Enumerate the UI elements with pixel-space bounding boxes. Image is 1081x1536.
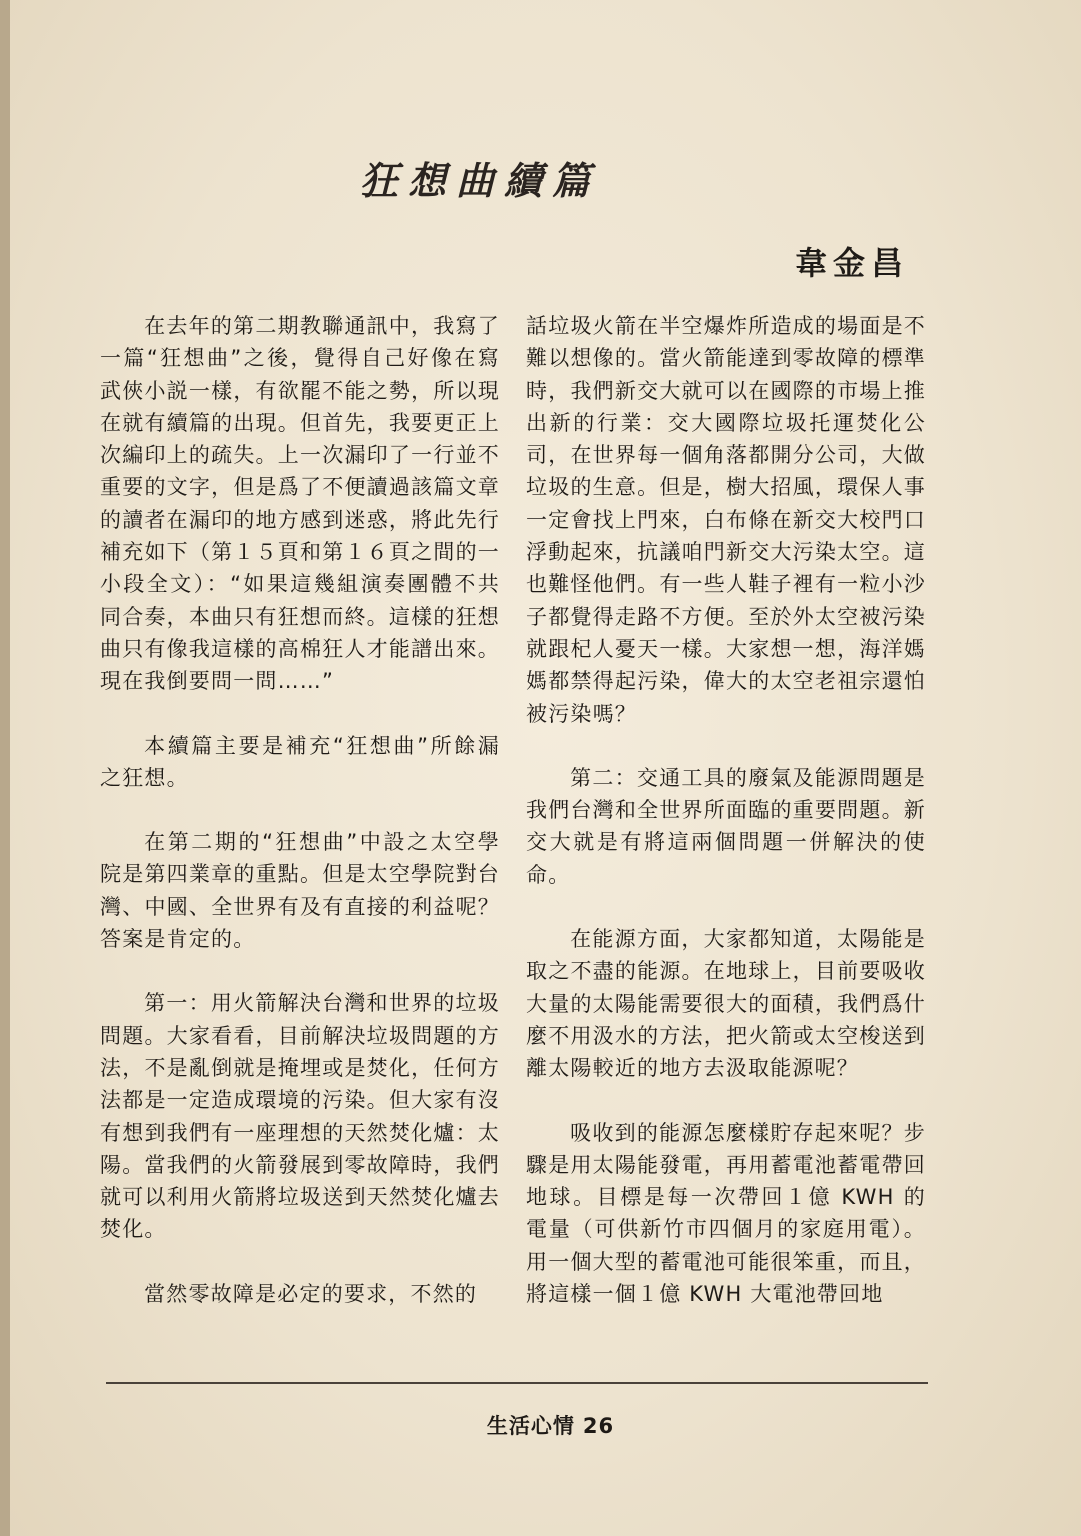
author-name: 韋金昌 (794, 244, 909, 282)
paragraph: 當然零故障是必定的要求，不然的 (144, 1281, 478, 1306)
paragraph: 第二：交通工具的廢氣及能源問題是我們台灣和全世界所面臨的重要問題。新交大就是有將這兩個問題一併解決的使命。 (526, 765, 926, 887)
paragraph: 吸收到的能源怎麼樣貯存起來呢？步驟是用太陽能發電，再用蓄電池蓄電帶回地球。目標是每一次帶回１億 KWH 的電量（可供新竹市四個月的家庭用電）。用一個大型的蓄電池可能很笨重，而且，將這樣一個１億 KWH 大電池帶回地 (526, 1120, 926, 1307)
paragraph: 第一：用火箭解決台灣和世界的垃圾問題。大家看看，目前解決垃圾問題的方法，不是亂倒就是掩埋或是焚化，任何方法都是一定造成環境的污染。但大家有沒有想到我們有一座理想的天然焚化爐：太陽。當我們的火箭發展到零故障時，我們就可以利用火箭將垃圾送到天然焚化爐去焚化。 (100, 991, 500, 1242)
page-number: 26 (582, 1414, 615, 1438)
paragraph: 在去年的第二期教聯通訊中，我寫了一篇“狂想曲”之後，覺得自己好像在寫武俠小説一樣，有欲罷不能之勢，所以現在就有續篇的出現。但首先，我要更正上次編印上的疏失。上一次漏印了一行並不重要的文字，但是爲了不便讀過該篇文章的讀者在漏印的地方感到迷惑，將此先行補充如下（第１５頁和第１６頁之間的一小段全文）：“如果這幾組演奏團體不共同合奏，本曲只有狂想而終。這樣的狂想曲只有像我這樣的高棉狂人才能譜出來。現在我倒要問一問……” (100, 314, 500, 694)
left-column (100, 310, 500, 1342)
paragraph: 本續篇主要是補充“狂想曲”所餘漏之狂想。 (100, 733, 500, 790)
footer-label: 生活心情 (486, 1414, 575, 1438)
paragraph: 在第二期的“狂想曲”中設之太空學院是第四業章的重點。但是太空學院對台灣、中國、全世界有及有直接的利益呢？答案是肯定的。 (100, 830, 500, 952)
article-title: 狂想曲續篇 (359, 158, 600, 203)
right-column (526, 310, 926, 1342)
footer-divider (106, 1382, 928, 1384)
paragraph: 話垃圾火箭在半空爆炸所造成的場面是不難以想像的。當火箭能達到零故障的標準時，我們新交大就可以在國際的市場上推出新的行業：交大國際垃圾托運焚化公司，在世界每一個角落都開分公司，大做垃圾的生意。但是，樹大招風，環保人事一定會找上門來，白布條在新交大校門口浮動起來，抗議咱門新交大污染太空。這也難怪他們。有一些人鞋子裡有一粒小沙子都覺得走路不方便。至於外太空被污染就跟杞人憂天一樣。大家想一想，海洋媽媽都禁得起污染，偉大的太空老祖宗還怕被污染嗎？ (526, 314, 926, 726)
paragraph: 在能源方面，大家都知道，太陽能是取之不盡的能源。在地球上，目前要吸收大量的太陽能需要很大的面積，我們爲什麼不用汲水的方法，把火箭或太空梭送到離太陽較近的地方去汲取能源呢？ (526, 927, 926, 1081)
page-footer (10, 1410, 1081, 1440)
